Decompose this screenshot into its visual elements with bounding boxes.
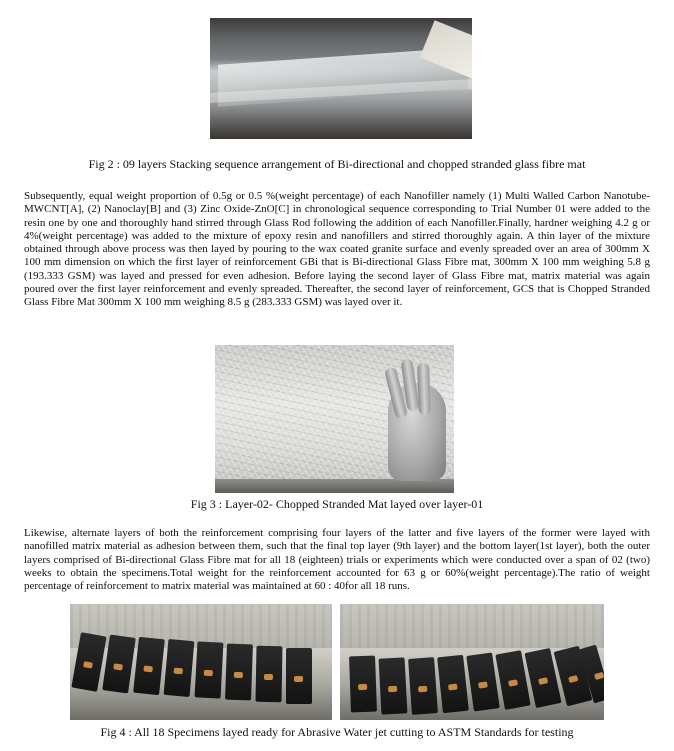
glove-finger <box>417 363 431 415</box>
specimen <box>408 657 438 715</box>
fig3-photo <box>215 345 454 493</box>
fig2-photo <box>210 18 472 139</box>
fig3-caption: Fig 3 : Layer-02- Chopped Stranded Mat layed over layer-01 <box>190 497 484 511</box>
specimen <box>256 646 283 702</box>
fig4-caption: Fig 4 : All 18 Specimens layed ready for Abrasive Water jet cutting to ASTM Standards for testing <box>100 725 574 739</box>
specimen <box>133 637 165 695</box>
specimen <box>286 648 312 704</box>
paragraph-1: Subsequently, equal weight proportion of 0.5g or 0.5 %(weight percentage) of each Nanofiller namely (1) Multi Walled Carbon Nanotube-MWCNT[A], (2) Nanoclay[B] and (3) Zinc Oxide-ZnO[C] in chronological sequence corresponding to Trial Number 01 were added to the resin one by one and thoroughly hand stirred through Glass Rod following the addition of each Nanofiller.Finally, hardner weighing 4.2 g or 4%(weight percentage) was added to the mixture of epoxy resin and nanofillers and stirred thoroughly again. A thin layer of the mixture obtained through above process was then layed by pouring to the wax coated granite surface and evenly spreaded over an area of 300mm X 100 mm dimension on which the first layer of reinforcement GBi that is Bi-directional Glass Fibre mat, 300mm X 100 mm weighing 5.8 g (193.333 GSM) was layed and pressed for even adhesion. Before laying the second layer of Glass Fibre mat, matrix material was again poured over the first layer reinforcement and evenly spreaded. Thereafter, the second layer of reinforcement, GCS that is Chopped Stranded Glass Fibre Mat 300mm X 100 mm weighing 8.5 g (283.333 GSM) was layed over it. <box>24 190 650 309</box>
specimen <box>437 655 469 713</box>
photo-divider <box>332 604 340 720</box>
specimen <box>195 641 224 698</box>
specimen <box>466 652 500 711</box>
specimen <box>349 656 377 713</box>
granite-edge <box>215 479 454 493</box>
fig4-photo <box>70 604 604 720</box>
paragraph-2: Likewise, alternate layers of both the reinforcement comprising four layers of the latter and five layers of the former were layed with nanofilled matrix material as adhesion between them, such that the final top layer (9th layer) and the bottom layer(1st layer), both the outer layers comprised of Bi-directional Glass Fibre mat for all 18 (eighteen) trials or experiments which were conducted over a span of 02 (two) weeks to obtain the specimens.Total weight for the reinforcement accounted for 63 g or 60%(weight percentage).The ratio of weight percentage of reinforcement to matrix material was maintained at 60 : 40for all 18 runs. <box>24 527 650 593</box>
specimen <box>164 639 195 697</box>
specimen <box>225 644 253 701</box>
fig2-caption: Fig 2 : 09 layers Stacking sequence arrangement of Bi-directional and chopped stranded glass fibre mat <box>88 157 586 171</box>
specimen <box>379 657 408 714</box>
